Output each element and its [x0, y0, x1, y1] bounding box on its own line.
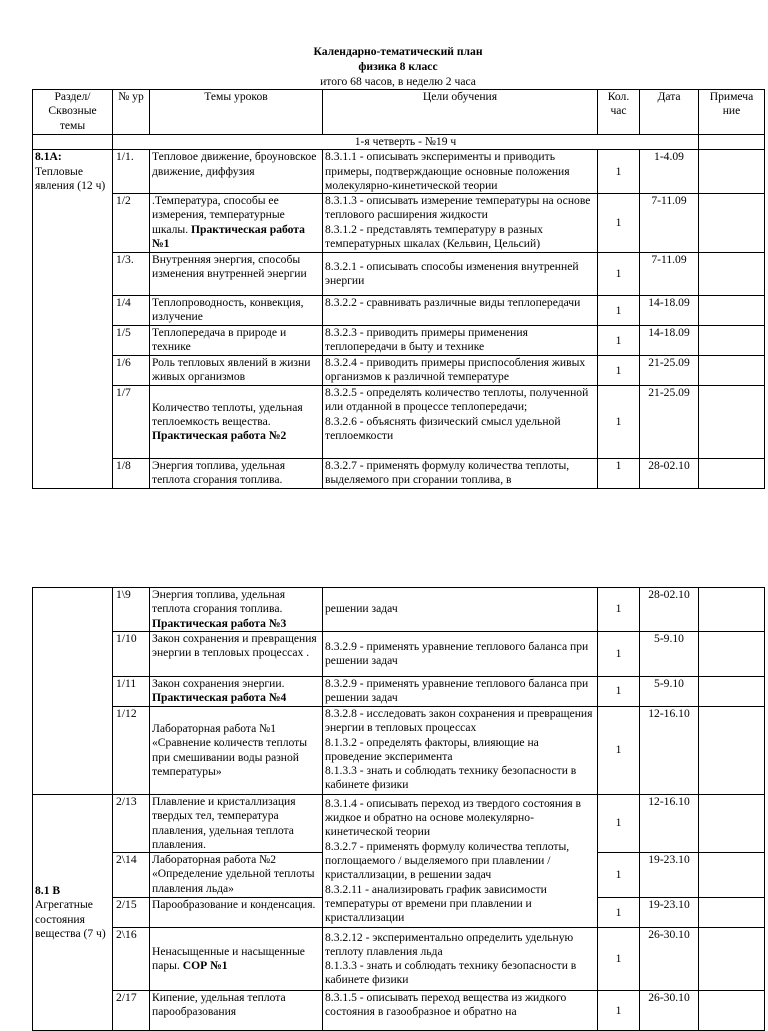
- lesson-note: [699, 853, 765, 898]
- section-cell-continued: [33, 588, 113, 795]
- table-row: [33, 296, 765, 326]
- lesson-topic: Кипение, удельная теплота парообразования: [150, 991, 323, 1031]
- practical-work-label: Практическая работа №2: [152, 429, 287, 443]
- table-row: [33, 795, 765, 853]
- lesson-hours: 1: [598, 795, 640, 853]
- lesson-date: 12-16.10: [640, 795, 699, 853]
- lesson-note: [699, 253, 765, 296]
- lesson-goal: 8.3.2.12 - экспериментально определить удельную теплоту плавления льда: [325, 930, 574, 958]
- col-header-section: Раздел/ Сквозные темы: [33, 90, 113, 135]
- lesson-note: [699, 356, 765, 386]
- lesson-goal: 8.3.1.4 - описывать переход из твердого состояния в жидкое и обратно на основе молекулярно-кинетической теории: [325, 796, 581, 839]
- lesson-topic-cell: [150, 386, 323, 459]
- lesson-topic: Закон сохранения энергии.: [152, 677, 285, 690]
- section-code: 8.1 В: [35, 884, 61, 897]
- col-header-note: Примеча ние: [699, 90, 765, 135]
- lesson-note: [699, 194, 765, 253]
- lesson-hours: 1: [598, 459, 640, 489]
- lesson-date: 26-30.10: [640, 991, 699, 1031]
- lesson-goal: 8.3.2.11 - анализировать график зависимости температуры от времени при плавлении и кристаллизации: [325, 882, 547, 925]
- lesson-date: 14-18.09: [640, 326, 699, 356]
- lesson-hours: 1: [598, 928, 640, 991]
- lesson-num: 2/13: [113, 795, 150, 853]
- table-row: [33, 253, 765, 296]
- table-row: [33, 928, 765, 991]
- lesson-date: 19-23.10: [640, 898, 699, 928]
- lesson-topic: Ненасыщенные и насыщенные пары.: [152, 944, 305, 973]
- table-row: [33, 356, 765, 386]
- lesson-goals: 8.3.1.5 - описывать переход вещества из жидкого состояния в газообразное и обратно на: [323, 991, 598, 1031]
- quarter-row: [33, 135, 765, 150]
- lesson-topic: .Температура, способы ее измерения, температурные шкалы.: [152, 194, 285, 236]
- lesson-num: 1/5: [113, 326, 150, 356]
- lesson-note: [699, 150, 765, 194]
- lesson-topic: Энергия топлива, удельная теплота сгорания топлива.: [152, 588, 286, 616]
- lesson-num: 1/11: [113, 677, 150, 707]
- lesson-goals-cell: [323, 707, 598, 795]
- col-header-date: Дата: [640, 90, 699, 135]
- lesson-goals: решении задач: [323, 588, 598, 632]
- table-row: [33, 707, 765, 795]
- lesson-note: [699, 588, 765, 632]
- section-code: 8.1А:: [35, 150, 62, 164]
- lesson-goals: 8.3.2.9 - применять уравнение теплового баланса при решении задач: [323, 632, 598, 677]
- lesson-goal: 8.3.2.6 - объяснять физический смысл удельной теплоемкости: [325, 414, 561, 443]
- lesson-goals: 8.3.1.1 - описывать эксперименты и приводить примеры, подтверждающие основные положения молекулярно-кинетической теории: [323, 150, 598, 194]
- lesson-hours: 1: [598, 707, 640, 795]
- lesson-goals-cell: [323, 194, 598, 253]
- lesson-goals-cell: [323, 928, 598, 991]
- lesson-num: 2\16: [113, 928, 150, 991]
- lesson-date: 7-11.09: [640, 194, 699, 253]
- lesson-hours: 1: [598, 991, 640, 1031]
- lesson-topic: Теплопередача в природе и технике: [150, 326, 323, 356]
- table-row: [33, 632, 765, 677]
- lesson-hours: 1: [598, 296, 640, 326]
- lesson-note: [699, 707, 765, 795]
- plan-subtitle: итого 68 часов, в неделю 2 часа: [320, 75, 476, 88]
- lesson-num: 1/10: [113, 632, 150, 677]
- lesson-note: [699, 632, 765, 677]
- plan-subject: физика 8 класс: [358, 60, 438, 73]
- lesson-goal: 8.3.1.2 - представлять температуру в разных температурных шкалах (Кельвин, Цельсий): [325, 222, 543, 251]
- lesson-topic: Количество теплоты, удельная теплоемкость вещества.: [152, 400, 303, 429]
- lesson-hours: 1: [598, 677, 640, 707]
- lesson-topic: Закон сохранения и превращения энергии в тепловых процессах .: [150, 632, 323, 677]
- lesson-topic: Парообразование и конденсация.: [150, 898, 323, 928]
- lesson-num: 1/1.: [113, 150, 150, 194]
- lesson-note: [699, 928, 765, 991]
- lesson-note: [699, 677, 765, 707]
- lesson-date: 1-4.09: [640, 150, 699, 194]
- lesson-hours: 1: [598, 356, 640, 386]
- lesson-num: 1/6: [113, 356, 150, 386]
- lesson-num: 1/3.: [113, 253, 150, 296]
- lesson-num: 1/8: [113, 459, 150, 489]
- lesson-topic-cell: [150, 928, 323, 991]
- lesson-num: 1/12: [113, 707, 150, 795]
- lesson-date: 21-25.09: [640, 356, 699, 386]
- lesson-hours: 1: [598, 588, 640, 632]
- lesson-date: 28-02.10: [640, 588, 699, 632]
- lesson-num: 2\14: [113, 853, 150, 898]
- lesson-note: [699, 326, 765, 356]
- section-cell: [33, 150, 113, 489]
- lesson-num: 1/2: [113, 194, 150, 253]
- practical-work-label: Практическая работа №4: [152, 691, 287, 705]
- lesson-goal: 8.3.1.3 - описывать измерение температуры на основе теплового расширения жидкости: [325, 194, 591, 222]
- col-header-num: № ур: [113, 90, 150, 135]
- lesson-topic: Роль тепловых явлений в жизни живых организмов: [150, 356, 323, 386]
- table-row: [33, 150, 765, 194]
- lesson-goal: 8.3.2.7 - применять формулу количества теплоты, поглощаемого / выделяемого при плавлении /кристаллизации, в решении задач: [325, 839, 570, 882]
- lesson-hours: 1: [598, 150, 640, 194]
- lesson-goals: 8.3.2.1 - описывать способы изменения внутренней энергии: [323, 253, 598, 296]
- quarter-label: 1-я четверть - №19 ч: [113, 135, 699, 150]
- table-row: [33, 588, 765, 632]
- col-header-hours: Кол. час: [598, 90, 640, 135]
- lesson-hours: 1: [598, 386, 640, 459]
- lesson-hours: 1: [598, 898, 640, 928]
- lesson-goals: 8.3.2.9 - применять уравнение теплового баланса при решении задач: [323, 677, 598, 707]
- lesson-note: [699, 898, 765, 928]
- lesson-topic: Тепловое движение, броуновское движение, диффузия: [150, 150, 323, 194]
- lesson-topic: Теплопроводность, конвекция, излучение: [150, 296, 323, 326]
- lesson-date: 26-30.10: [640, 928, 699, 991]
- lesson-topic: Лабораторная работа №1 «Сравнение количеств теплоты при смешивании воды разной температуры»: [150, 707, 323, 795]
- lesson-note: [699, 296, 765, 326]
- lesson-num: 1\9: [113, 588, 150, 632]
- col-header-goals: Цели обучения: [323, 90, 598, 135]
- lesson-date: 12-16.10: [640, 707, 699, 795]
- lesson-hours: 1: [598, 326, 640, 356]
- lesson-topic: Лабораторная работа №2 «Определение удельной теплоты плавления льда»: [150, 853, 323, 898]
- lesson-topic-cell: [150, 194, 323, 253]
- section-name: Тепловые явления (12 ч): [35, 164, 106, 192]
- col-header-topic: Темы уроков: [150, 90, 323, 135]
- lesson-num: 1/7: [113, 386, 150, 459]
- table-row: [33, 326, 765, 356]
- practical-work-label: Практическая работа №3: [152, 616, 287, 630]
- lesson-date: 5-9.10: [640, 677, 699, 707]
- lesson-num: 2/17: [113, 991, 150, 1031]
- lesson-goals-cell: [323, 795, 598, 928]
- table-row: [33, 459, 765, 489]
- lesson-goals: 8.3.2.4 - приводить примеры приспособления живых организмов к различной температуре: [323, 356, 598, 386]
- lesson-date: 21-25.09: [640, 386, 699, 459]
- section-cell: [33, 795, 113, 1031]
- lesson-note: [699, 459, 765, 489]
- lesson-hours: 1: [598, 253, 640, 296]
- lesson-topic: Внутренняя энергия, способы изменения внутренней энергии: [150, 253, 323, 296]
- lesson-goal: 8.1.3.3 - знать и соблюдать технику безопасности в кабинете физики: [325, 764, 577, 792]
- lesson-hours: 1: [598, 632, 640, 677]
- lesson-date: 19-23.10: [640, 853, 699, 898]
- lesson-goal: 8.1.3.3 - знать и соблюдать технику безопасности в кабинете физики: [325, 959, 577, 987]
- lesson-goals: 8.3.2.2 - сравнивать различные виды теплопередачи: [323, 296, 598, 326]
- lesson-date: 7-11.09: [640, 253, 699, 296]
- lesson-goal: 8.3.2.8 - исследовать закон сохранения и превращения энергии в тепловых процессах: [325, 707, 593, 735]
- lesson-topic: Энергия топлива, удельная теплота сгорания топлива.: [150, 459, 323, 489]
- lesson-topic-cell: [150, 677, 323, 707]
- lesson-num: 2/15: [113, 898, 150, 928]
- section-name: Агрегатные состояния вещества (7 ч): [35, 898, 106, 940]
- plan-table-page-1: [32, 89, 765, 489]
- lesson-date: 5-9.10: [640, 632, 699, 677]
- document-header: [32, 44, 764, 89]
- lesson-date: 28-02.10: [640, 459, 699, 489]
- table-row: [33, 194, 765, 253]
- lesson-hours: 1: [598, 194, 640, 253]
- table-row: [33, 386, 765, 459]
- lesson-goal: 8.1.3.2 - определять факторы, влияющие на проведение эксперимента: [325, 735, 539, 763]
- lesson-topic-cell: [150, 588, 323, 632]
- plan-title: Календарно-тематический план: [313, 45, 483, 58]
- lesson-note: [699, 991, 765, 1031]
- lesson-note: [699, 386, 765, 459]
- lesson-goal: 8.3.2.5 - определять количество теплоты, полученной или отданной в процессе теплопередачи;: [325, 386, 589, 414]
- table-row: [33, 991, 765, 1031]
- lesson-note: [699, 795, 765, 853]
- lesson-goals: 8.3.2.7 - применять формулу количества теплоты, выделяемого при сгорании топлива, в: [323, 459, 598, 489]
- lesson-topic: Плавление и кристаллизация твердых тел, температура плавления, удельная теплота плавления.: [150, 795, 323, 853]
- practical-work-label: Практическая работа №1: [152, 222, 305, 251]
- lesson-goals-cell: [323, 386, 598, 459]
- lesson-goals: 8.3.2.3 - приводить примеры применения теплопередачи в быту и технике: [323, 326, 598, 356]
- lesson-hours: 1: [598, 853, 640, 898]
- lesson-num: 1/4: [113, 296, 150, 326]
- table-row: [33, 677, 765, 707]
- sor-label: СОР №1: [182, 959, 228, 973]
- lesson-date: 14-18.09: [640, 296, 699, 326]
- plan-table-page-2: [32, 587, 765, 1031]
- table-header-row: [33, 90, 765, 135]
